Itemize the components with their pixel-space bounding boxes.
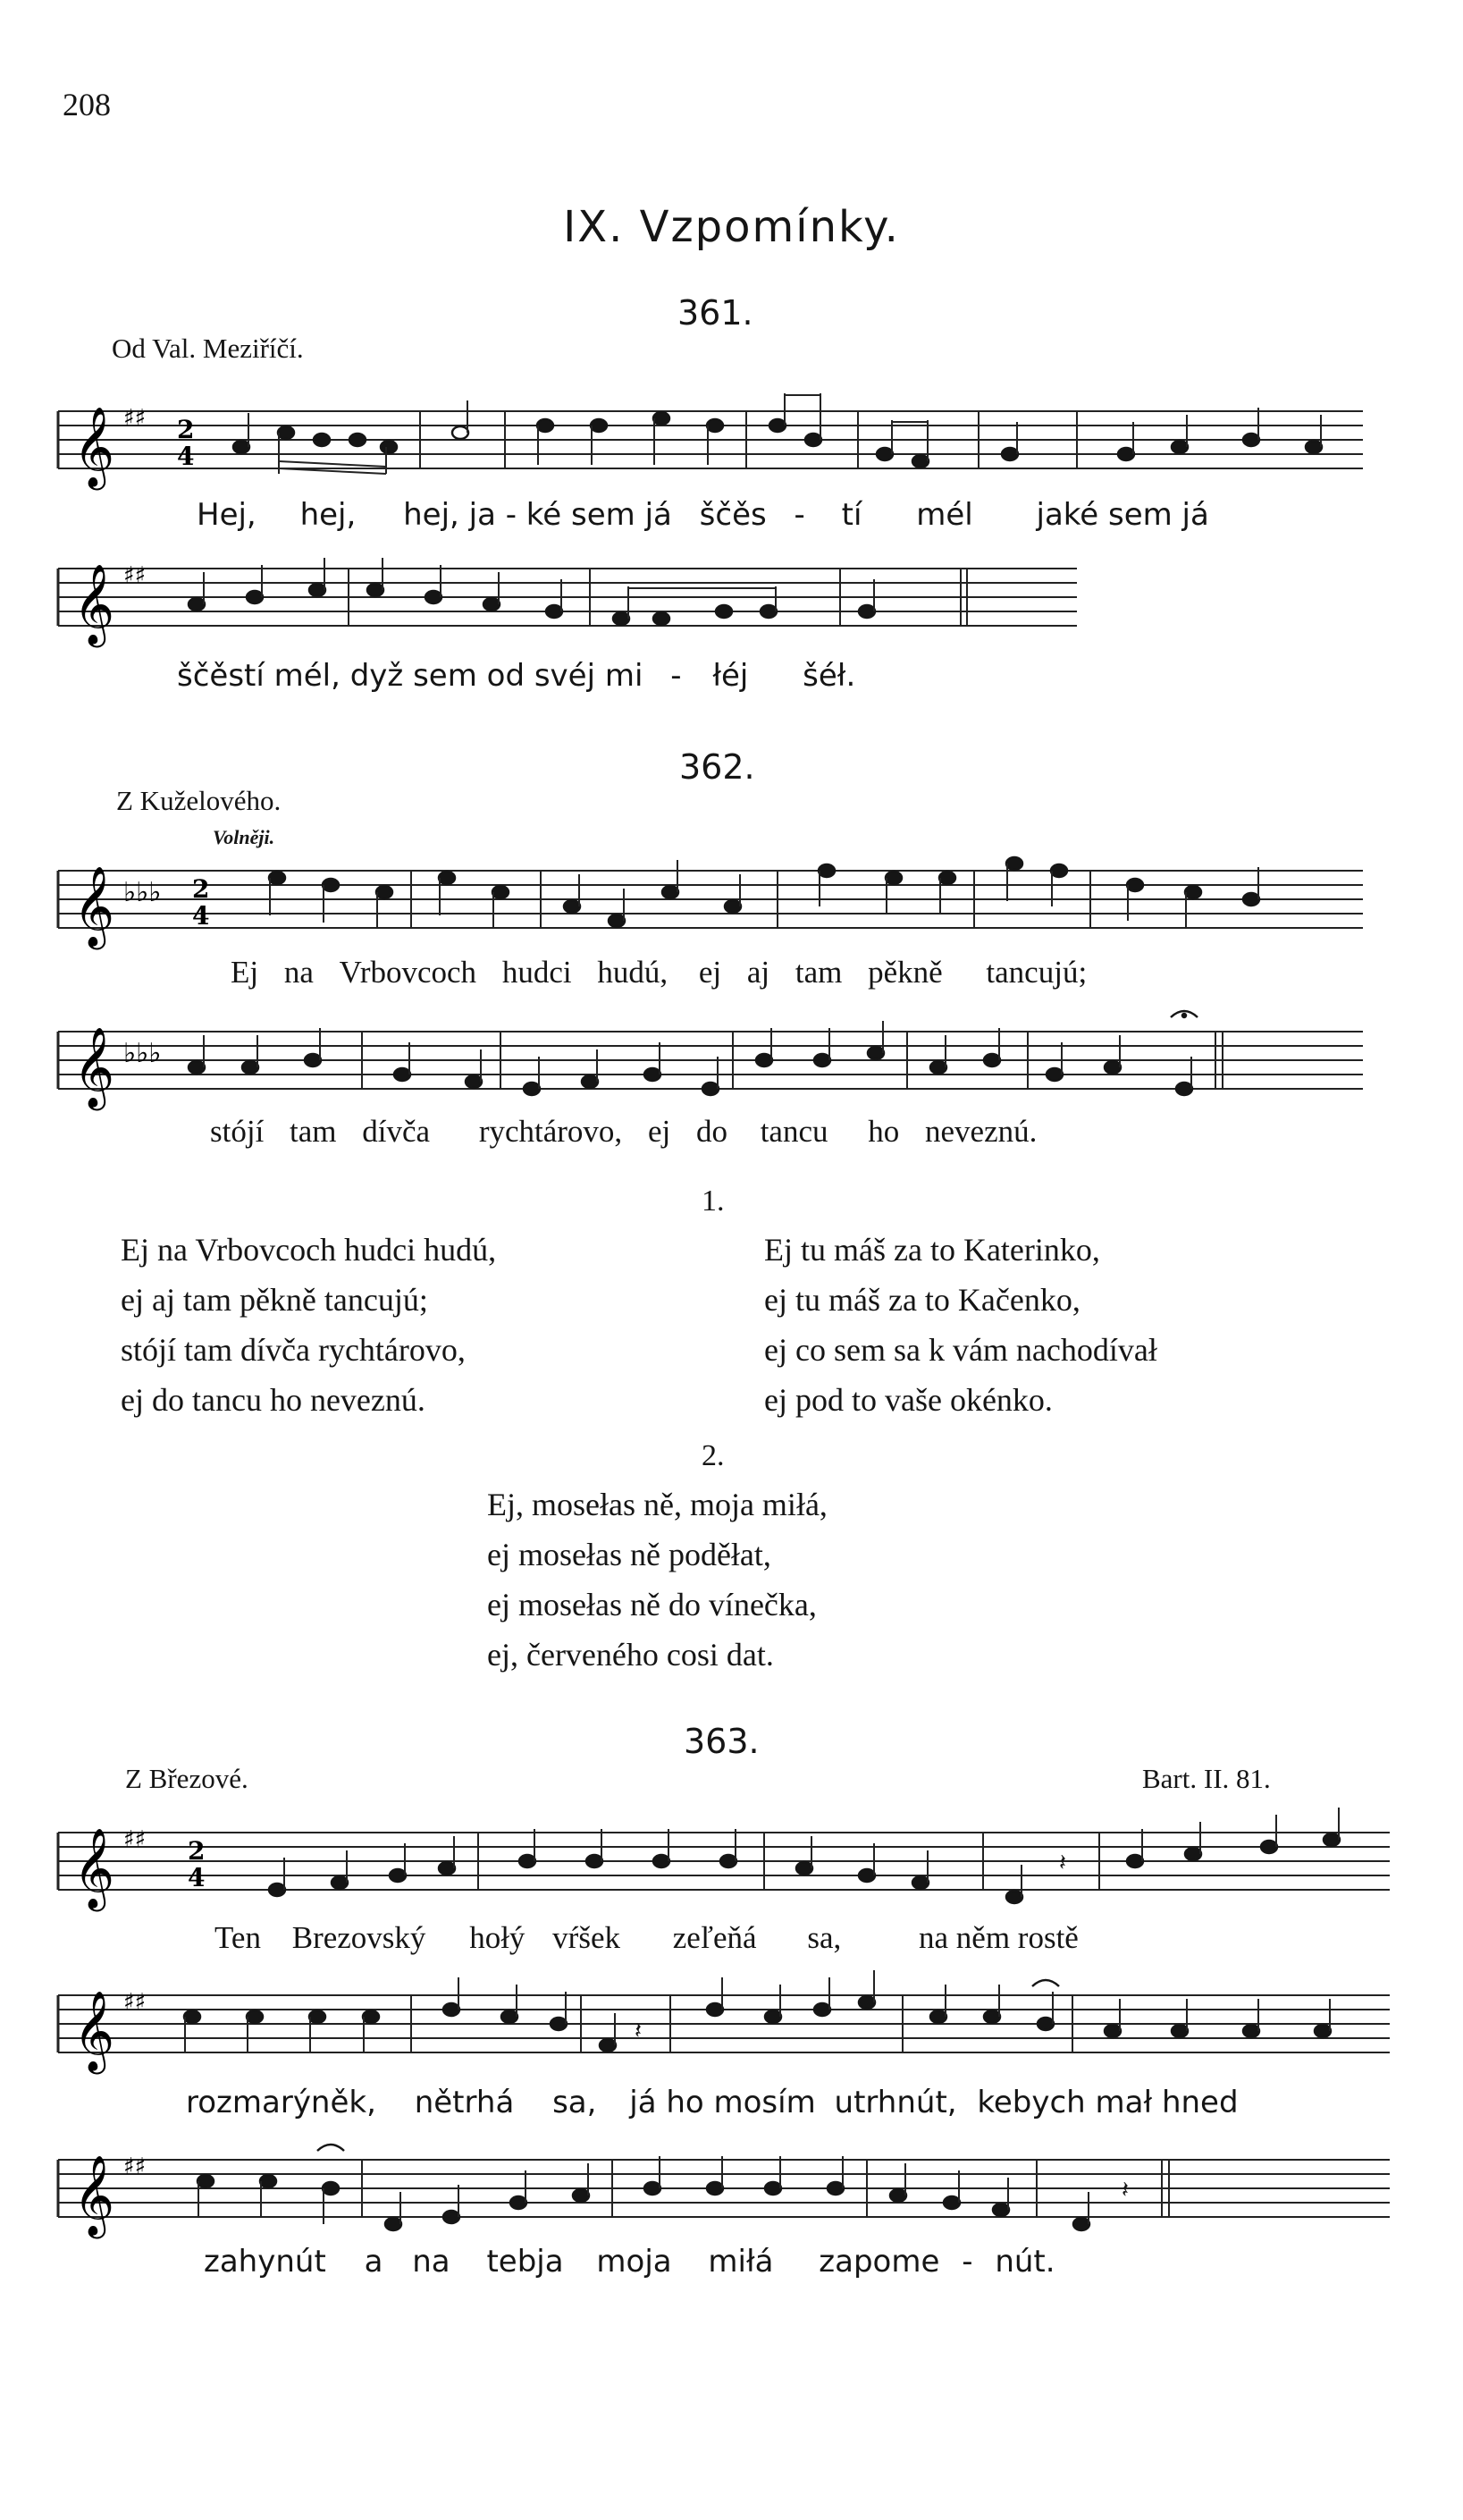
verse-line: ej mosełas ně do vínečka, <box>487 1587 817 1622</box>
treble-clef-icon: 𝄞 <box>73 564 115 645</box>
flat-icon: ♭♭♭ <box>123 1038 162 1069</box>
verse-left-column <box>121 1225 496 1425</box>
verse-line: stójí tam dívča rychtárovo, <box>121 1332 466 1368</box>
treble-clef-icon: 𝄞 <box>73 1991 115 2071</box>
song-origin: Z Březové. <box>125 1763 248 1794</box>
time-signature-bottom: 4 <box>188 1863 206 1892</box>
verse-number: 1. <box>702 1184 725 1218</box>
lyric-line: Ten Brezovský hołý vŕšek zeľeňá sa, na něm rostě <box>214 1920 1079 1955</box>
time-signature-top: 2 <box>188 1836 206 1866</box>
treble-clef-icon: 𝄞 <box>73 1828 115 1909</box>
verse-block <box>487 1479 828 1680</box>
lyric-line: Ej na Vrbovcoch hudci hudú, ej aj tam pěkně tancujú; <box>231 955 1088 990</box>
music-staff <box>54 393 1367 496</box>
sharp-icon: ♯♯ <box>123 1989 147 2016</box>
song-number: 361. <box>677 293 753 333</box>
page-number: 208 <box>63 87 111 122</box>
treble-clef-icon: 𝄞 <box>73 2155 115 2236</box>
verse-line: ej pod to vaše okénko. <box>764 1382 1053 1418</box>
verse-line: ej co sem sa k vám nachodívał <box>764 1332 1157 1368</box>
sharp-icon: ♯♯ <box>123 562 147 589</box>
sharp-icon: ♯♯ <box>123 1826 147 1853</box>
lyric-line: zahynút a na tebja moja miłá zapome - nút. <box>204 2244 1055 2280</box>
rest-icon: 𝄽 <box>1059 1850 1066 1876</box>
time-signature-top: 2 <box>177 415 195 444</box>
verse-line: ej aj tam pěkně tancujú; <box>121 1282 428 1318</box>
time-signature-bottom: 4 <box>192 901 210 931</box>
sharp-icon: ♯♯ <box>123 405 147 432</box>
sharp-icon: ♯♯ <box>123 2153 147 2180</box>
verse-line: ej mosełas ně poděłat, <box>487 1537 771 1572</box>
treble-clef-icon: 𝄞 <box>73 1027 115 1108</box>
verse-number: 2. <box>702 1439 725 1472</box>
time-signature-bottom: 4 <box>177 442 195 471</box>
song-origin: Z Kuželového. <box>116 785 282 816</box>
flat-icon: ♭♭♭ <box>123 877 162 908</box>
notes <box>184 1970 1331 2052</box>
music-staff <box>54 851 1367 954</box>
tempo-marking: Volněji. <box>213 826 275 848</box>
verse-right-column <box>764 1225 1157 1425</box>
lyric-line: stójí tam dívča rychtárovo, ej do tancu ho neveznú. <box>210 1114 1038 1149</box>
verse-line: ej tu máš za to Kačenko, <box>764 1282 1080 1318</box>
lyric-line: rozmarýněk, nětrhá sa, já ho mosím utrhnút, kebych mał hned <box>186 2085 1239 2120</box>
rest-icon: 𝄽 <box>1122 2177 1129 2204</box>
treble-clef-icon: 𝄞 <box>73 866 115 947</box>
notes <box>189 1011 1223 1095</box>
music-staff <box>54 551 1081 649</box>
time-signature-top: 2 <box>192 874 210 904</box>
verse-line: Ej, mosełas ně, moja miłá, <box>487 1487 828 1522</box>
song-reference: Bart. II. 81. <box>1142 1763 1271 1794</box>
notes <box>233 393 1322 474</box>
verse-line: Ej na Vrbovcoch hudci hudú, <box>121 1232 497 1268</box>
lyric-line: ščěstí mél, dyž sem od svéj mi - łéj šéł. <box>177 658 856 694</box>
chapter-title: IX. Vzpomínky. <box>563 202 900 252</box>
notes <box>269 857 1259 928</box>
song-number: 363. <box>684 1722 760 1761</box>
music-staff <box>54 1008 1367 1116</box>
verse-line: Ej tu máš za to Katerinko, <box>764 1232 1100 1268</box>
treble-clef-icon: 𝄞 <box>73 407 115 487</box>
song-number: 362. <box>679 747 755 787</box>
rest-icon: 𝄽 <box>635 2018 642 2044</box>
music-staff <box>54 1970 1394 2078</box>
notes <box>269 1808 1340 1903</box>
music-staff <box>54 1808 1394 1915</box>
verse-line: ej do tancu ho neveznú. <box>121 1382 425 1418</box>
lyric-line: Hej, hej, hej, ja - ké sem já ščěs - tí mél jaké sem já <box>197 497 1209 533</box>
music-staff <box>54 2135 1394 2251</box>
song-origin: Od Val. Meziříčí. <box>112 333 304 364</box>
verse-line: ej, červeného cosi dat. <box>487 1637 774 1673</box>
